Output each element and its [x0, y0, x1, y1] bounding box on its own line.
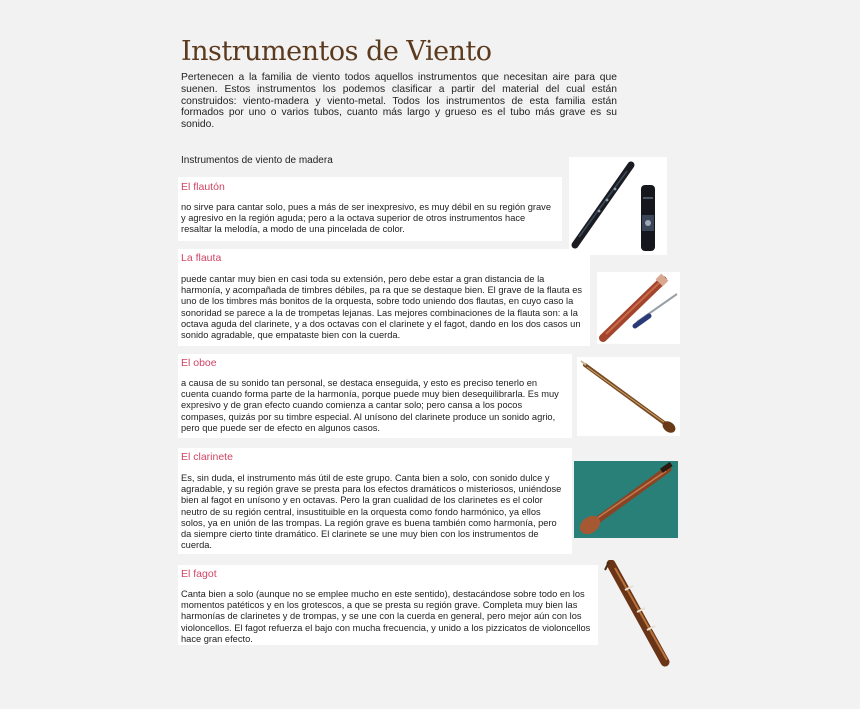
section-subheading: Instrumentos de viento de madera: [181, 155, 333, 166]
section-text-clarinete: Es, sin duda, el instrumento más útil de este grupo. Canta bien a solo, con sonido dulce y agradable, y su región grave se presta para los efectos dramáticos o misteriosos, uniéndose bien al fagot en unísono y en octavas. Pero la gran cualidad de los clarinetes es el color neutro de su región central, insustituible en la orquesta como fondo harmónico, ya ellos solos, ya en unión de las trompas. La región grave es buena también como harmonía, pero da siempre cierto tinte dramático. El clarinete se une muy bien con los instrumentos de cuerda.: [181, 473, 562, 551]
section-title-clarinete: El clarinete: [181, 451, 233, 463]
page-title: Instrumentos de Viento: [181, 36, 492, 67]
flauton-photo: [569, 157, 667, 255]
section-title-flauta: La flauta: [181, 252, 222, 264]
section-text-flauta: puede cantar muy bien en casi toda su extensión, pero debe estar a gran distancia de la harmonía, y acompañada de timbres débiles, pa ra que se destaque bien. El grave de la flauta es uno de los timbres más bonitos de la orquesta, sobre todo uniendo dos flautas, en cuyo caso la sonoridad se parece a la de trompetas lejanas. Las mejores combinaciones de la flauta son: a la octava aguda del clarinete, y a dos octavas con el clarinete y el fagot, dando en los dos casos un sonido agradable, que empataste bien con la cuerda.: [181, 274, 583, 341]
section-text-flauton: no sirve para cantar solo, pues a más de ser inexpresivo, es muy débil en su región grave y agresivo en la región aguda; pero a la octava superior de otros instrumentos hace resaltar la melodía, a modo de una pincelada de color.: [181, 202, 552, 235]
section-text-oboe: a causa de su sonido tan personal, se destaca enseguida, y esto es preciso tenerlo en cuenta cuando forma parte de la harmonía, porque puede muy bien desequilibrarla. Es muy expresivo y de gran efecto cuando comienza a cantar solo; pero cansa a los pocos compases, quizás por su timbre especial. Al unísono del clarinete produce un sonido agrio, pero que puede ser de efecto en algunos casos.: [181, 378, 559, 433]
flauta-photo: [597, 272, 680, 344]
fagot-photo: [603, 560, 683, 670]
section-title-flauton: El flautón: [181, 181, 225, 193]
section-text-fagot: Canta bien a solo (aunque no se emplee mucho en este sentido), destacándose sobre todo en los momentos patéticos y en los grotescos, a que se presta su región grave. Completa muy bien las harmonías de clarinetes y de trompas, y se une con la cuerda en general, pero mejor aún con los violoncellos. El fagot refuerza el bajo con mucha frecuencia, y unido a los pizzicatos de violoncellos hace gran efecto.: [181, 589, 591, 644]
section-title-fagot: El fagot: [181, 568, 217, 580]
section-title-oboe: El oboe: [181, 357, 217, 369]
intro-paragraph: Pertenecen a la familia de viento todos aquellos instrumentos que necesitan aire para que suenen. Estos instrumentos los podemos clasificar a partir del material del cual están construidos: viento-madera y viento-metal. Todos los instrumentos de esta familia están formados por uno o varios tubos, cuanto más largo y grueso es el tubo más grave es su sonido.: [181, 72, 617, 131]
oboe-photo: [577, 357, 680, 436]
clarinete-photo: [574, 461, 678, 538]
